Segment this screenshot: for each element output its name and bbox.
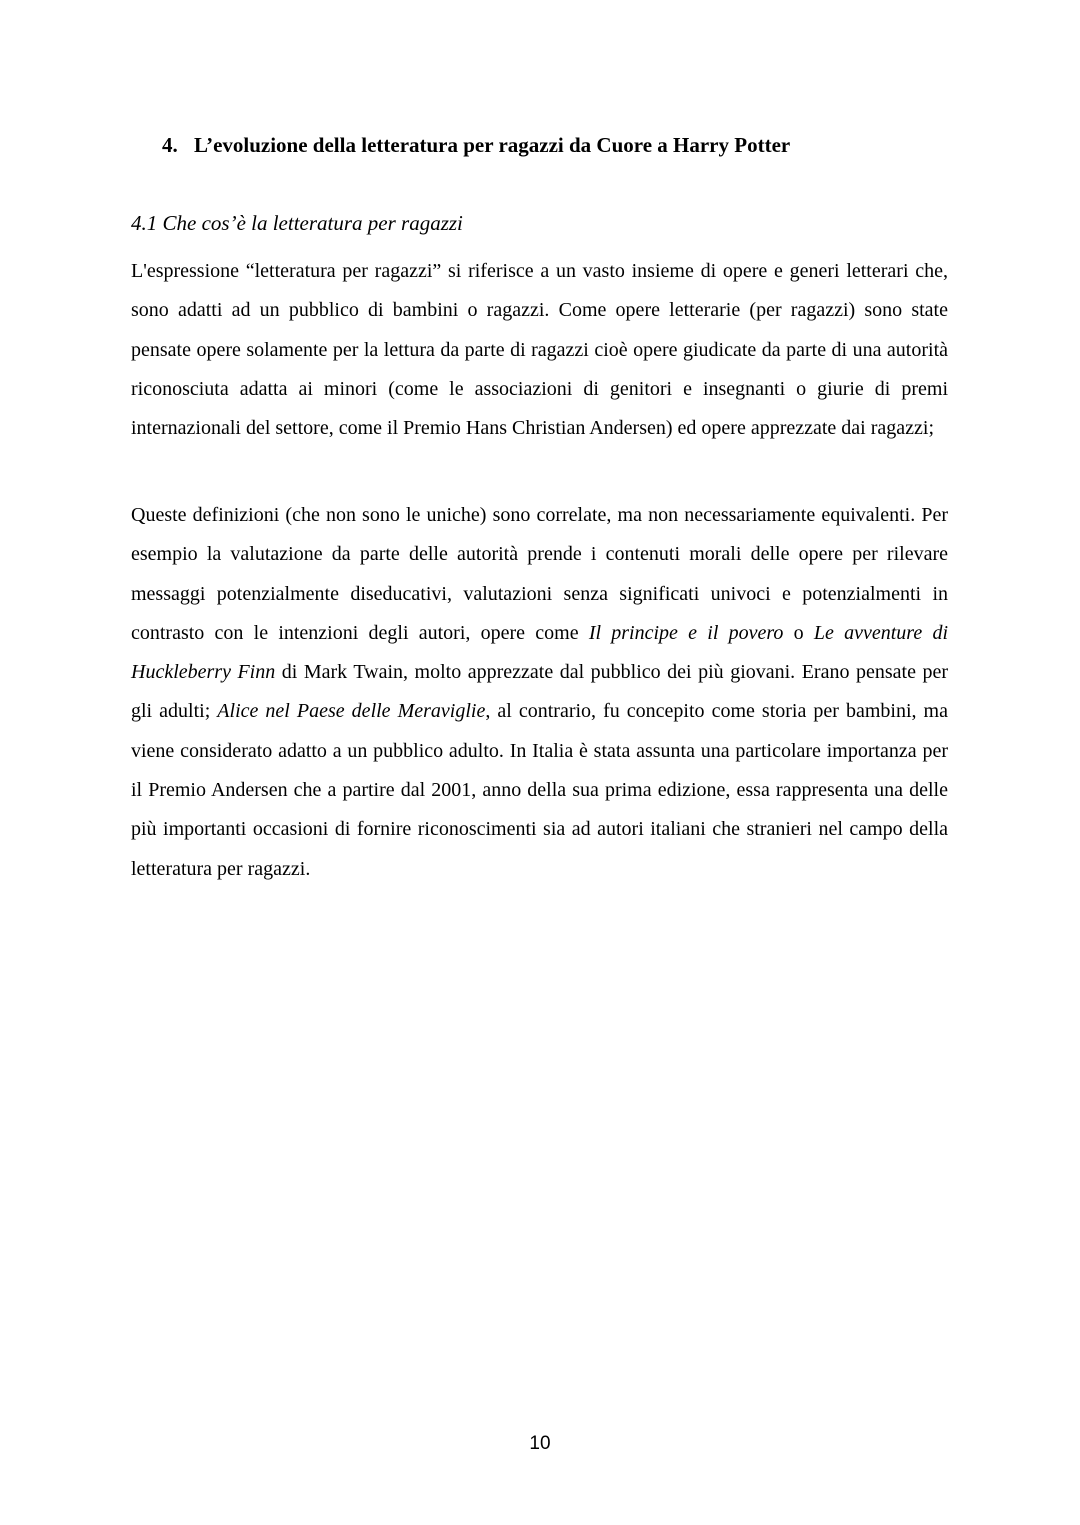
section-title: L’evoluzione della letteratura per ragazzi da Cuore a Harry Potter bbox=[194, 133, 791, 157]
book-title-principe: Il principe e il povero bbox=[588, 621, 784, 644]
paragraph-text-segment: Queste definizioni (che non sono le uniche) sono correlate, ma non necessariamente equivalenti. Per esempio la valutazione da parte delle autorità prende i contenuti morali delle opere per rilevare messaggi potenzialmente diseducativi, valutazioni senza significati univoci e potenzialmenti in contrasto con le intenzioni degli autori, opere come bbox=[131, 504, 948, 644]
paragraph-comparison bbox=[131, 496, 948, 889]
paragraph-definition: L'espressione “letteratura per ragazzi” si riferisce a un vasto insieme di opere e generi letterari che, sono adatti ad un pubblico di bambini o ragazzi. Come opere letterarie (per ragazzi) sono state pensate opere solamente per la lettura da parte di ragazzi cioè opere giudicate da parte di una autorità riconosciuta adatta ai minori (come le associazioni di genitori e insegnanti o giurie di premi internazionali del settore, come il Premio Hans Christian Andersen) ed opere apprezzate dai ragazzi; bbox=[131, 260, 948, 440]
paragraph-text-segment: di Mark Twain, molto apprezzate dal pubblico dei più giovani. Erano pensate per gli adulti; bbox=[131, 661, 948, 723]
page-number: 10 bbox=[529, 1433, 551, 1454]
book-title-alice: Alice nel Paese delle Meraviglie bbox=[217, 700, 486, 723]
section-heading bbox=[162, 128, 942, 162]
book-title-huckleberry: Le avventure di Huckleberry Finn bbox=[131, 621, 948, 684]
paragraph-text-segment: o bbox=[783, 621, 814, 644]
section-number: 4. bbox=[162, 133, 178, 157]
paragraph-text-segment: , al contrario, fu concepito come storia per bambini, ma viene considerato adatto a un pubblico adulto. In Italia è stata assunta una particolare importanza per il Premio Andersen che a partire dal 2001, anno della sua prima edizione, essa rappresenta una delle più importanti occasioni di fornire riconoscimenti sia ad autori italiani che stranieri nel campo della letteratura per ragazzi. bbox=[131, 700, 948, 880]
subsection-heading: 4.1 Che cos’è la letteratura per ragazzi bbox=[131, 211, 463, 235]
